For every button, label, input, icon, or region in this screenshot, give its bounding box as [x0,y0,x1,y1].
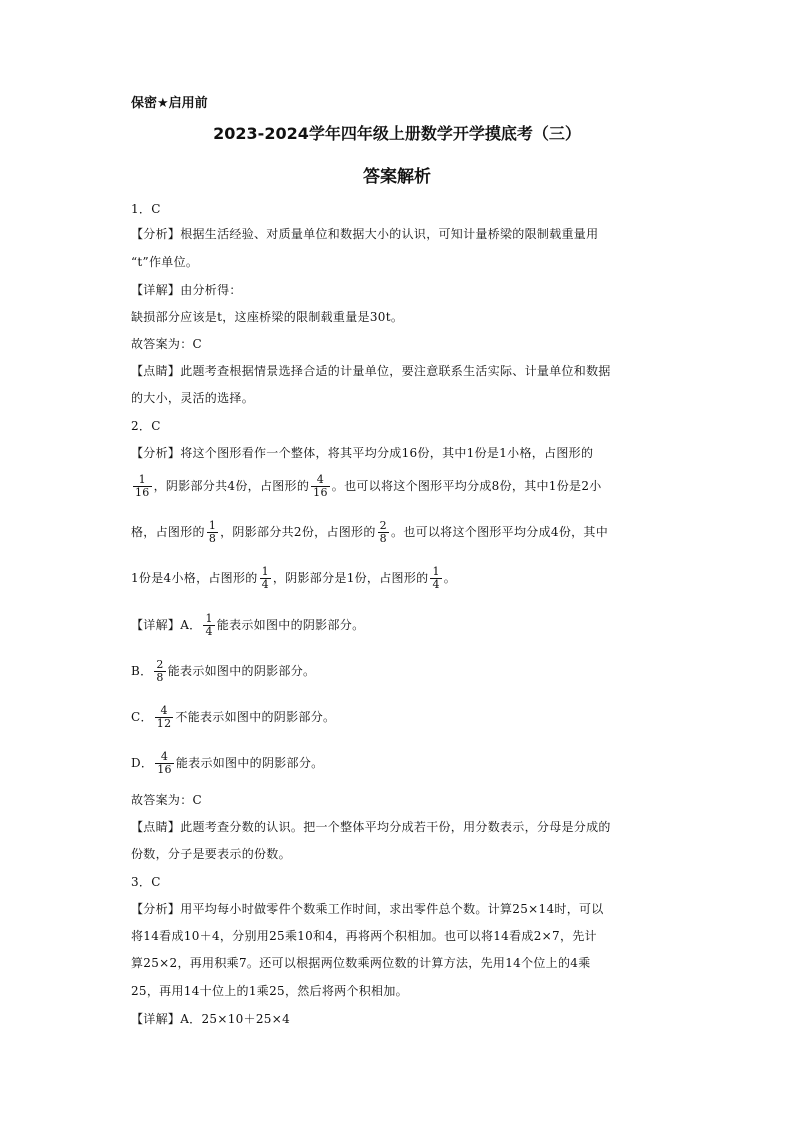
q2-detail-a: 【详解】A． $\frac{1}{4}$ 能表示如图中的阴影部分。 [131,611,365,638]
fraction: $\frac{1}{4}$ [432,564,440,591]
answer-analysis-heading: 答案解析 [363,167,431,187]
q1-comment-line-2: 的大小，灵活的选择。 [131,391,255,405]
fraction: $\frac{4}{16}$ [157,749,172,776]
q3-number: 3．C [131,875,161,889]
fraction: $\frac{4}{16}$ [313,472,328,499]
q1-analysis-line-2: “t”作单位。 [131,255,199,269]
fraction: $\frac{2}{8}$ [379,518,387,545]
q1-analysis-line-1: 【分析】根据生活经验、对质量单位和数据大小的认识，可知计量桥梁的限制载重量用 [131,227,599,241]
q3-analysis-line-3: 算25×2，再用积乘7。还可以根据两位数乘两位数的计算方法，先用14个位上的4乘 [131,956,591,970]
q3-analysis-line-4: 25，再用14十位上的1乘25，然后将两个积相加。 [131,984,408,998]
q3-analysis-line-2: 将14看成10＋4，分别用25乘10和4，再将两个积相加。也可以将14看成2×7，先计 [131,929,597,943]
q2-comment-line-2: 份数，分子是要表示的份数。 [131,847,291,861]
q2-detail-d: D． $\frac{4}{16}$ 能表示如图中的阴影部分。 [131,749,324,776]
q1-comment-line-1: 【点睛】此题考查根据情景选择合适的计量单位，要注意联系生活实际、计量单位和数据 [131,364,611,378]
q2-analysis-line-2: $\frac{1}{16}$ ，阴影部分共4份，占图形的 $\frac{4}{16}$ 。也可以将这个图形平均分成8份，其中1份是2小 [135,472,602,499]
q1-number: 1．C [131,202,161,216]
q2-comment-line-1: 【点睛】此题考查分数的认识。把一个整体平均分成若干份，用分数表示，分母是分成的 [131,820,611,834]
fraction: $\frac{4}{12}$ [156,703,172,730]
fraction: $\frac{1}{8}$ [208,518,217,545]
q2-analysis-line-4: 1份是4小格，占图形的 $\frac{1}{4}$ ，阴影部分是1份，占图形的 $\frac{1}{4}$ 。 [131,564,457,591]
q2-detail-b: B． $\frac{2}{8}$ 能表示如图中的阴影部分。 [131,657,316,684]
q2-answer: 故答案为：C [131,793,202,807]
q3-analysis-line-1: 【分析】用平均每小时做零件个数乘工作时间，求出零件总个数。计算25×14时，可以 [131,902,604,916]
confidential-label: 保密★启用前 [131,96,208,111]
fraction: $\frac{1}{4}$ [205,611,213,638]
q2-analysis-line-1: 【分析】将这个图形看作一个整体，将其平均分成16份，其中1份是1小格，占图形的 [131,446,594,460]
q2-detail-c: C． $\frac{4}{12}$ 不能表示如图中的阴影部分。 [131,703,336,730]
fraction: $\frac{1}{16}$ [135,472,150,499]
exam-title: 2023-2024学年四年级上册数学开学摸底考（三） [213,124,581,143]
q1-answer: 故答案为：C [131,337,202,351]
q3-detail-line-1: 【详解】A．25×10＋25×4 [131,1012,291,1026]
q2-analysis-line-3: 格，占图形的 $\frac{1}{8}$ ，阴影部分共2份，占图形的 $\frac{2}{8}$ 。也可以将这个图形平均分成4份，其中 [131,518,609,545]
fraction: $\frac{1}{4}$ [261,564,269,591]
q1-detail-line-2: 缺损部分应该是t，这座桥梁的限制载重量是30t。 [131,310,404,324]
q2-number: 2．C [131,419,161,433]
q1-detail-line-1: 【详解】由分析得： [131,283,242,297]
fraction: $\frac{2}{8}$ [156,657,164,684]
